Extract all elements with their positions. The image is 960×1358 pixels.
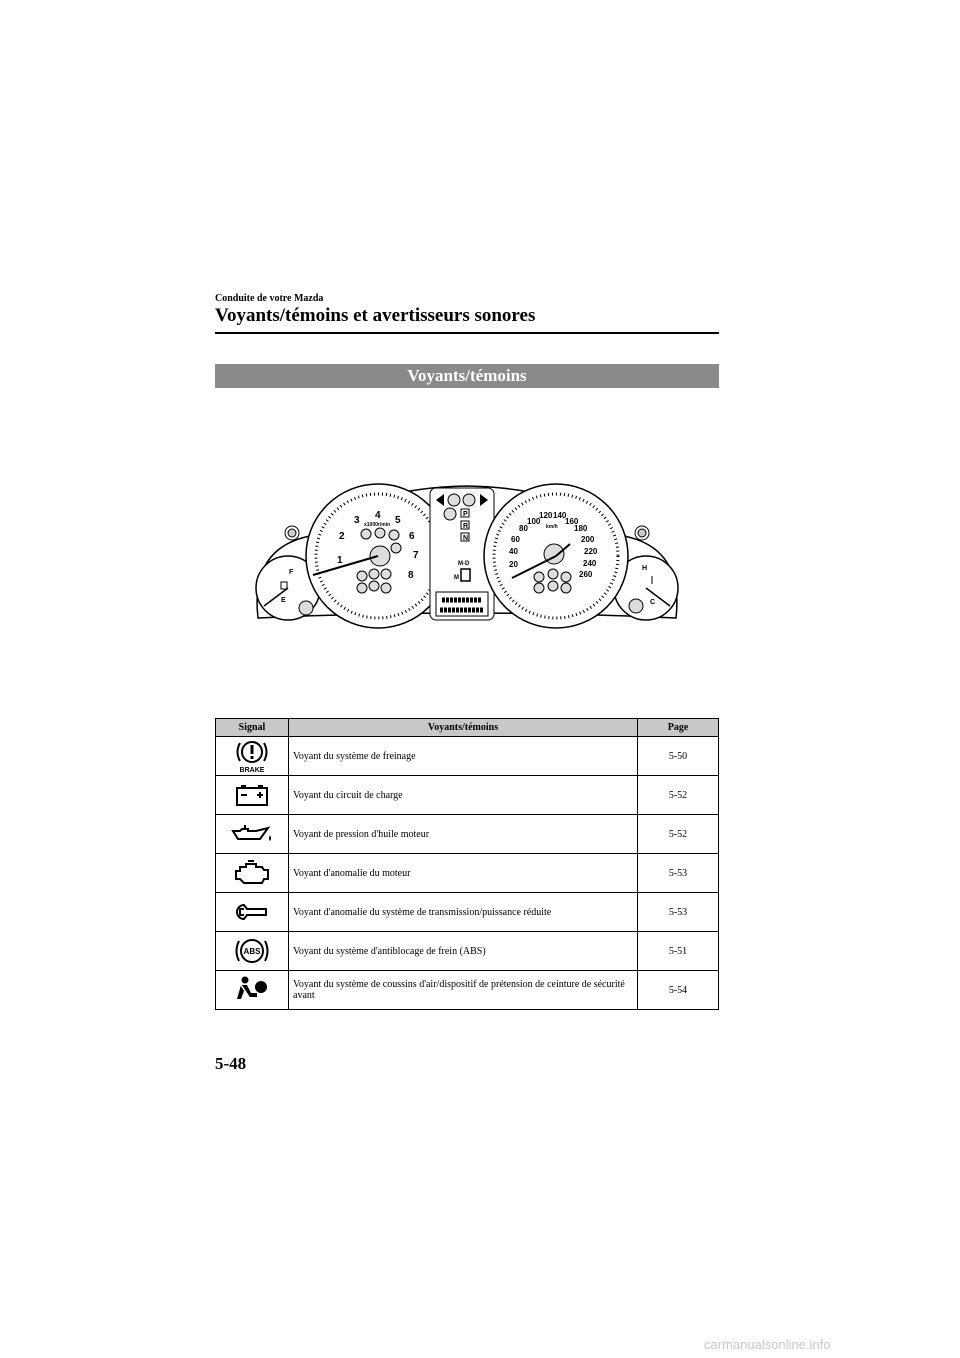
gear-n-indicator: N bbox=[463, 535, 469, 542]
page-ref: 5-54 bbox=[638, 971, 719, 1010]
fuel-empty-label: E bbox=[281, 597, 286, 604]
tach-unit-label: x1000r/min bbox=[364, 522, 391, 528]
speed-unit-label: km/h bbox=[546, 524, 558, 530]
speed-number-240: 240 bbox=[583, 559, 597, 568]
header-page: Page bbox=[638, 719, 719, 737]
oil-pressure-icon bbox=[230, 823, 274, 845]
table-row bbox=[216, 776, 719, 815]
speed-number-260: 260 bbox=[579, 570, 593, 579]
page-ref: 5-52 bbox=[638, 815, 719, 854]
header-signal: Signal bbox=[216, 719, 289, 737]
table-header-row bbox=[216, 719, 719, 737]
lamp-label: Voyant du circuit de charge bbox=[289, 776, 638, 815]
speed-number-220: 220 bbox=[584, 547, 598, 556]
speed-number-120: 120 bbox=[539, 511, 553, 520]
gear-p-indicator: P bbox=[463, 511, 468, 518]
section-banner: Voyants/témoins bbox=[215, 364, 719, 388]
speed-number-40: 40 bbox=[509, 547, 518, 556]
lamp-label: Voyant du système de coussins d'air/dispositif de prétension de ceinture de sécurité avant bbox=[289, 971, 638, 1010]
page-ref: 5-53 bbox=[638, 893, 719, 932]
speed-number-20: 20 bbox=[509, 560, 518, 569]
brake-icon-text: BRAKE bbox=[239, 767, 265, 773]
tach-number-6: 6 bbox=[409, 531, 415, 542]
table-row bbox=[216, 854, 719, 893]
warning-lamps-table bbox=[215, 718, 719, 1010]
speed-number-80: 80 bbox=[519, 524, 528, 533]
section-title: Voyants/témoins et avertisseurs sonores bbox=[215, 305, 536, 326]
lamp-label: Voyant du système d'antiblocage de frein (ABS) bbox=[289, 932, 638, 971]
tach-number-8: 8 bbox=[408, 570, 414, 581]
speed-number-160: 160 bbox=[565, 517, 579, 526]
table-row bbox=[216, 815, 719, 854]
mode-m-label: M bbox=[454, 575, 459, 581]
page-ref: 5-51 bbox=[638, 932, 719, 971]
table-row bbox=[216, 893, 719, 932]
signal-cell bbox=[216, 776, 289, 815]
abs-icon bbox=[232, 936, 272, 966]
table-row bbox=[216, 971, 719, 1010]
lamp-label: Voyant d'anomalie du système de transmission/puissance réduite bbox=[289, 893, 638, 932]
chapter-title: Conduite de votre Mazda bbox=[215, 293, 324, 304]
header-lamps: Voyants/témoins bbox=[289, 719, 638, 737]
speed-number-180: 180 bbox=[574, 524, 588, 533]
lamp-label: Voyant du système de freinage bbox=[289, 737, 638, 776]
lamp-label: Voyant d'anomalie du moteur bbox=[289, 854, 638, 893]
speed-number-100: 100 bbox=[527, 517, 541, 526]
tach-number-5: 5 bbox=[395, 515, 401, 526]
speed-number-60: 60 bbox=[511, 535, 520, 544]
signal-cell bbox=[216, 737, 289, 776]
signal-cell bbox=[216, 854, 289, 893]
tach-number-1: 1 bbox=[337, 555, 343, 566]
page-number: 5-48 bbox=[215, 1054, 247, 1073]
tach-number-3: 3 bbox=[354, 515, 360, 526]
watermark: carmanualsonline.info bbox=[704, 1337, 831, 1352]
tach-number-4: 4 bbox=[375, 510, 381, 521]
table-row bbox=[216, 737, 719, 776]
wrench-icon bbox=[234, 902, 270, 922]
signal-cell bbox=[216, 971, 289, 1010]
table-row bbox=[216, 932, 719, 971]
check-engine-icon bbox=[232, 859, 272, 887]
tach-number-2: 2 bbox=[339, 531, 345, 542]
gear-r-indicator: R bbox=[463, 523, 469, 530]
temp-hot-label: H bbox=[642, 565, 648, 572]
tach-number-7: 7 bbox=[413, 550, 419, 561]
page-ref: 5-53 bbox=[638, 854, 719, 893]
mode-md-label: M-D bbox=[458, 561, 470, 567]
signal-cell bbox=[216, 932, 289, 971]
page-ref: 5-52 bbox=[638, 776, 719, 815]
page-ref: 5-50 bbox=[638, 737, 719, 776]
speed-number-140: 140 bbox=[553, 511, 567, 520]
lamp-label: Voyant de pression d'huile moteur bbox=[289, 815, 638, 854]
header-rule bbox=[215, 332, 719, 334]
instrument-cluster-illustration bbox=[250, 478, 684, 640]
battery-icon bbox=[234, 783, 270, 807]
speed-number-200: 200 bbox=[581, 535, 595, 544]
signal-cell bbox=[216, 815, 289, 854]
fuel-full-label: F bbox=[289, 569, 294, 576]
brake-warning-icon bbox=[232, 739, 272, 773]
temp-cold-label: C bbox=[650, 599, 656, 606]
signal-cell bbox=[216, 893, 289, 932]
abs-icon-text: ABS bbox=[243, 947, 261, 956]
airbag-icon bbox=[235, 975, 269, 1005]
